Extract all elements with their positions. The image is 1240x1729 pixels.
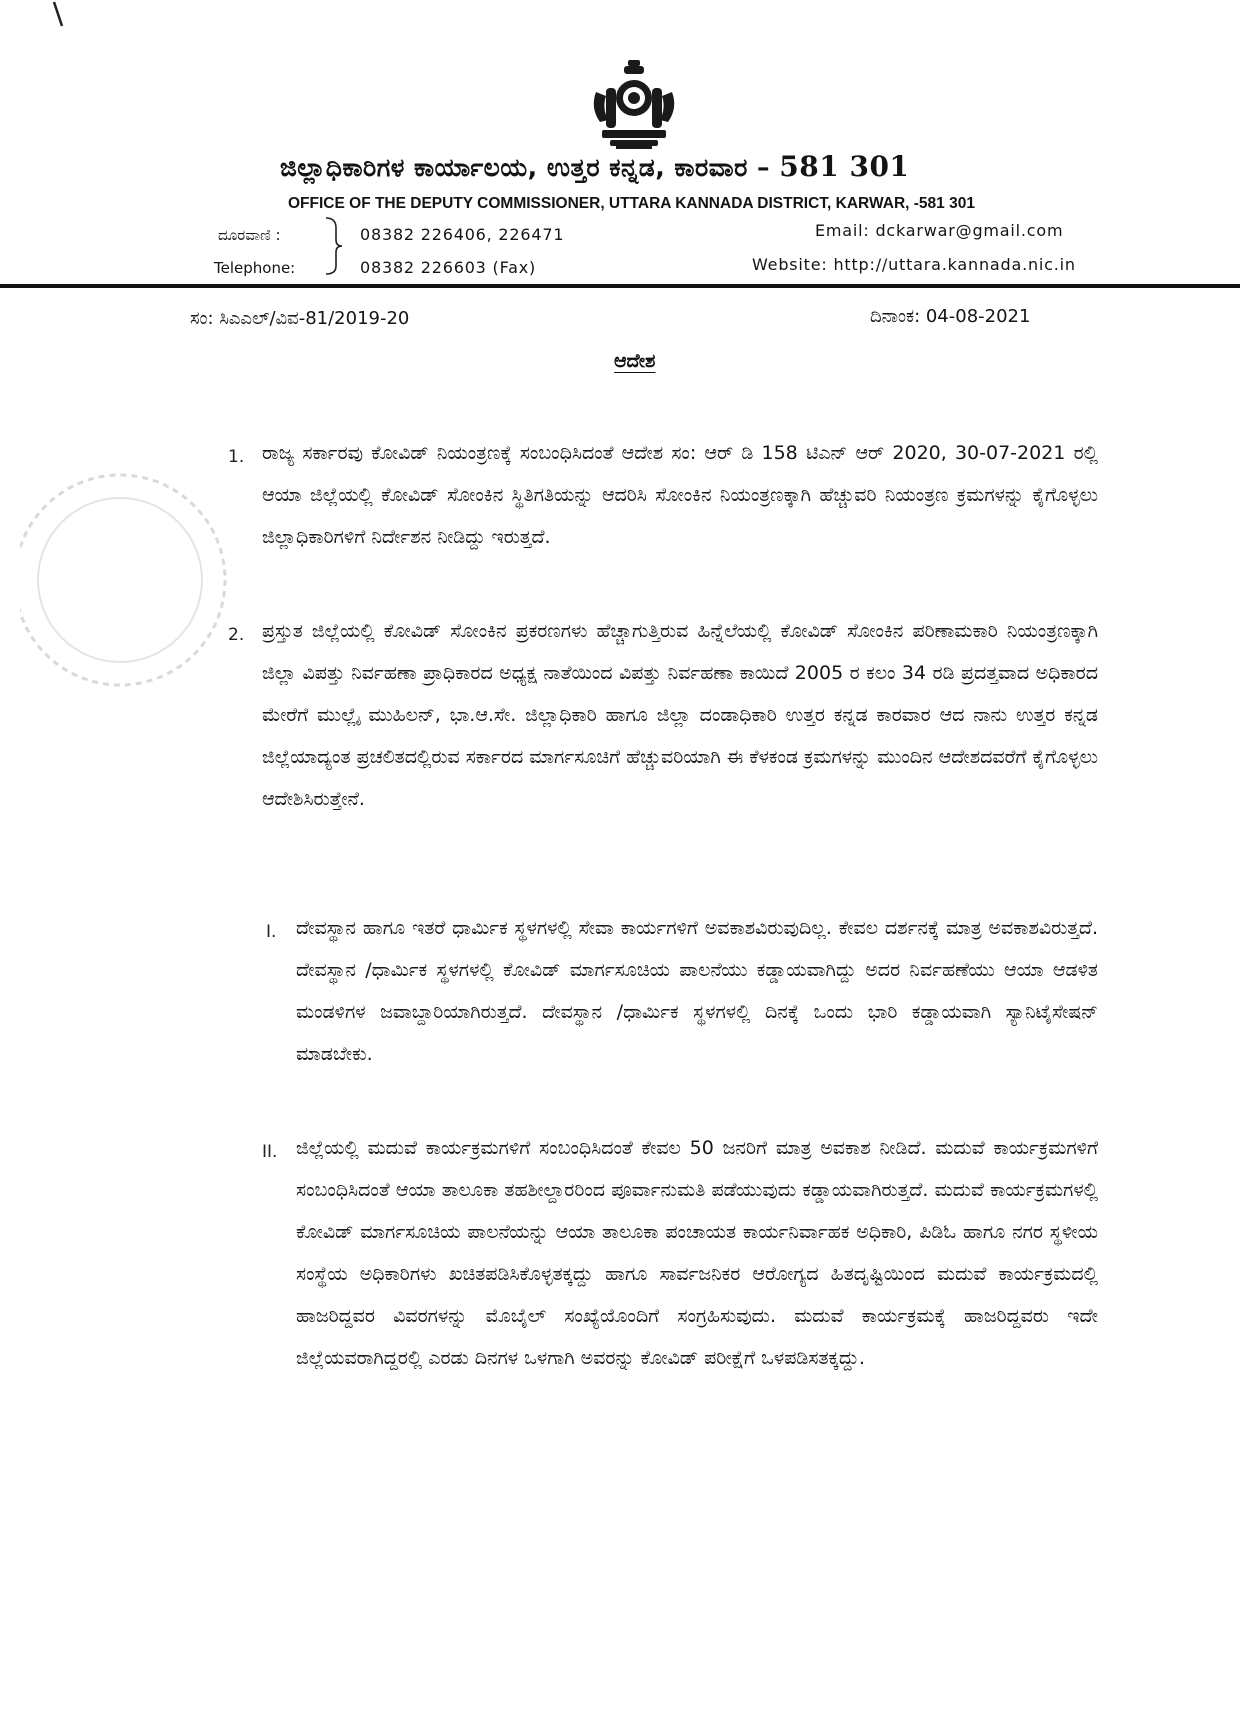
office-title-english: OFFICE OF THE DEPUTY COMMISSIONER, UTTARA KANNADA DISTRICT, KARWAR, -581 301 (288, 195, 975, 212)
state-emblem-icon (588, 58, 680, 154)
office-title-kannada (280, 150, 1020, 183)
order-date: ದಿನಾಂಕ: 04-08-2021 (870, 306, 1031, 327)
phone-label-kannada: ದೂರವಾಣಿ : (218, 226, 281, 244)
sub-item-text: ದೇವಸ್ಥಾನ ಹಾಗೂ ಇತರೆ ಧಾರ್ಮಿಕ ಸ್ಥಳಗಳಲ್ಲಿ ಸೇವಾ ಕಾರ್ಯಗಳಿಗೆ ಅವಕಾಶವಿರುವುದಿಲ್ಲ. ಕೇವಲ ದರ್ಶನಕ್ಕೆ ಮಾತ್ರ ಅವಕಾಶವಿರುತ್ತದೆ. ದೇವಸ್ಥಾನ /ಧಾರ್ಮಿಕ ಸ್ಥಳಗಳಲ್ಲಿ ಕೋವಿಡ್ ಮಾರ್ಗಸೂಚಿಯ ಪಾಲನೆಯು ಕಡ್ಡಾಯವಾಗಿದ್ದು ಅದರ ನಿರ್ವಹಣೆಯು ಆಯಾ ಆಡಳಿತ ಮಂಡಳಿಗಳ ಜವಾಬ್ದಾರಿಯಾಗಿರುತ್ತದೆ. ದೇವಸ್ಥಾನ /ಧಾರ್ಮಿಕ ಸ್ಥಳಗಳಲ್ಲಿ ದಿನಕ್ಕೆ ಒಂದು ಭಾರಿ ಕಡ್ಡಾಯವಾಗಿ ಸ್ಯಾನಿಟೈಸೇಷನ್ ಮಾಡಬೇಕು. (296, 917, 1098, 1065)
fax-number: 08382 226603 (Fax) (360, 258, 537, 277)
faded-seal-stamp (20, 470, 240, 700)
paragraph-number: 2. (228, 625, 245, 645)
paragraph-text: ಪ್ರಸ್ತುತ ಜಿಲ್ಲೆಯಲ್ಲಿ ಕೋವಿಡ್ ಸೋಂಕಿನ ಪ್ರಕರಣಗಳು ಹೆಚ್ಚಾಗುತ್ತಿರುವ ಹಿನ್ನೆಲೆಯಲ್ಲಿ ಕೋವಿಡ್ ಸೋಂಕಿನ ಪರಿಣಾಮಕಾರಿ ನಿಯಂತ್ರಣಕ್ಕಾಗಿ ಜಿಲ್ಲಾ ವಿಪತ್ತು ನಿರ್ವಹಣಾ ಪ್ರಾಧಿಕಾರದ ಅಧ್ಯಕ್ಷ ನಾತೆಯಿಂದ ವಿಪತ್ತು ನಿರ್ವಹಣಾ ಕಾಯಿದೆ 2005 ರ ಕಲಂ 34 ರಡಿ ಪ್ರದತ್ತವಾದ ಅಧಿಕಾರದ ಮೇರೆಗೆ ಮುಲ್ಲೈ ಮುಹಿಲನ್, ಭಾ.ಆ.ಸೇ. ಜಿಲ್ಲಾಧಿಕಾರಿ ಹಾಗೂ ಜಿಲ್ಲಾ ದಂಡಾಧಿಕಾರಿ ಉತ್ತರ ಕನ್ನಡ ಕಾರವಾರ ಆದ ನಾನು ಉತ್ತರ ಕನ್ನಡ ಜಿಲ್ಲೆಯಾದ್ಯಂತ ಪ್ರಚಲಿತದಲ್ಲಿರುವ ಸರ್ಕಾರದ ಮಾರ್ಗಸೂಚಿಗೆ ಹೆಚ್ಚುವರಿಯಾಗಿ ಈ ಕೆಳಕಂಡ ಕ್ರಮಗಳನ್ನು ಮುಂದಿನ ಆದೇಶದವರೆಗೆ ಕೈಗೊಳ್ಳಲು ಆದೇಶಿಸಿರುತ್ತೇನೆ. (262, 620, 1099, 810)
reference-number: ಸಂ: ಸಿಎಎಲ್/ವಿವ-81/2019-20 (190, 308, 410, 329)
sub-item-text: ಜಿಲ್ಲೆಯಲ್ಲಿ ಮದುವೆ ಕಾರ್ಯಕ್ರಮಗಳಿಗೆ ಸಂಬಂಧಿಸಿದಂತೆ ಕೇವಲ 50 ಜನರಿಗೆ ಮಾತ್ರ ಅವಕಾಶ ನೀಡಿದೆ. ಮದುವೆ ಕಾರ್ಯಕ್ರಮಗಳಿಗೆ ಸಂಬಂಧಿಸಿದಂತೆ ಆಯಾ ತಾಲೂಕಾ ತಹಶೀಲ್ದಾರರಿಂದ ಪೂರ್ವಾನುಮತಿ ಪಡೆಯುವುದು ಕಡ್ಡಾಯವಾಗಿರುತ್ತದೆ. ಮದುವೆ ಕಾರ್ಯಕ್ರಮಗಳಲ್ಲಿ ಕೋವಿಡ್ ಮಾರ್ಗಸೂಚಿಯ ಪಾಲನೆಯನ್ನು ಆಯಾ ತಾಲೂಕಾ ಪಂಚಾಯತ ಕಾರ್ಯನಿರ್ವಾಹಕ ಅಧಿಕಾರಿ, ಪಿಡಿಓ ಹಾಗೂ ನಗರ ಸ್ಥಳೀಯ ಸಂಸ್ಥೆಯ ಅಧಿಕಾರಿಗಳು ಖಚಿತಪಡಿಸಿಕೊಳ್ಳತಕ್ಕದ್ದು ಹಾಗೂ ಸಾರ್ವಜನಿಕರ ಆರೋಗ್ಯದ ಹಿತದೃಷ್ಟಿಯಿಂದ ಮದುವೆ ಕಾರ್ಯಕ್ರಮದಲ್ಲಿ ಹಾಜರಿದ್ದವರ ವಿವರಗಳನ್ನು ಮೊಬೈಲ್ ಸಂಖ್ಯೆಯೊಂದಿಗೆ ಸಂಗ್ರಹಿಸುವುದು. ಮದುವೆ ಕಾರ್ಯಕ್ರಮಕ್ಕೆ ಹಾಜರಿದ್ದವರು ಇದೇ ಜಿಲ್ಲೆಯವರಾಗಿದ್ದರಲ್ಲಿ ಎರಡು ದಿನಗಳ ಒಳಗಾಗಿ ಅವರನ್ನು ಕೋವಿಡ್ ಪರೀಕ್ಷೆಗೆ ಒಳಪಡಿಸತಕ್ಕದ್ದು. (296, 1137, 1098, 1369)
office-pincode: 581 301 (779, 150, 910, 183)
header-divider (0, 284, 1240, 288)
paragraph-number: 1. (228, 447, 245, 467)
sub-item-number: II. (262, 1142, 278, 1162)
scan-mark (50, 0, 68, 30)
paragraph-text: ರಾಜ್ಯ ಸರ್ಕಾರವು ಕೋವಿಡ್ ನಿಯಂತ್ರಣಕ್ಕೆ ಸಂಬಂಧಿಸಿದಂತೆ ಆದೇಶ ಸಂ: ಆರ್ ಡಿ 158 ಟಿಎನ್ ಆರ್ 2020, 30-07-2021 ರಲ್ಲಿ ಆಯಾ ಜಿಲ್ಲೆಯಲ್ಲಿ ಕೋವಿಡ್ ಸೋಂಕಿನ ಸ್ಥಿತಿಗತಿಯನ್ನು ಆದರಿಸಿ ಸೋಂಕಿನ ನಿಯಂತ್ರಣಕ್ಕಾಗಿ ಹೆಚ್ಚುವರಿ ನಿಯಂತ್ರಣ ಕ್ರಮಗಳನ್ನು ಕೈಗೊಳ್ಳಲು ಜಿಲ್ಲಾಧಿಕಾರಿಗಳಿಗೆ ನಿರ್ದೇಶನ ನೀಡಿದ್ದು ಇರುತ್ತದೆ. (262, 442, 1098, 548)
phone-label-english: Telephone: (214, 259, 296, 277)
brace-icon (322, 216, 344, 276)
website-url: Website: http://uttara.kannada.nic.in (752, 255, 1076, 274)
email-address: Email: dckarwar@gmail.com (815, 221, 1064, 240)
sub-item-number: I. (266, 922, 277, 942)
office-name-kannada: ಜಿಲ್ಲಾಧಿಕಾರಿಗಳ ಕಾರ್ಯಾಲಯ, ಉತ್ತರ ಕನ್ನಡ, ಕಾರವಾರ – (280, 153, 771, 182)
order-heading: ಆದೇಶ (614, 350, 656, 372)
phone-numbers: 08382 226406, 226471 (360, 225, 565, 244)
